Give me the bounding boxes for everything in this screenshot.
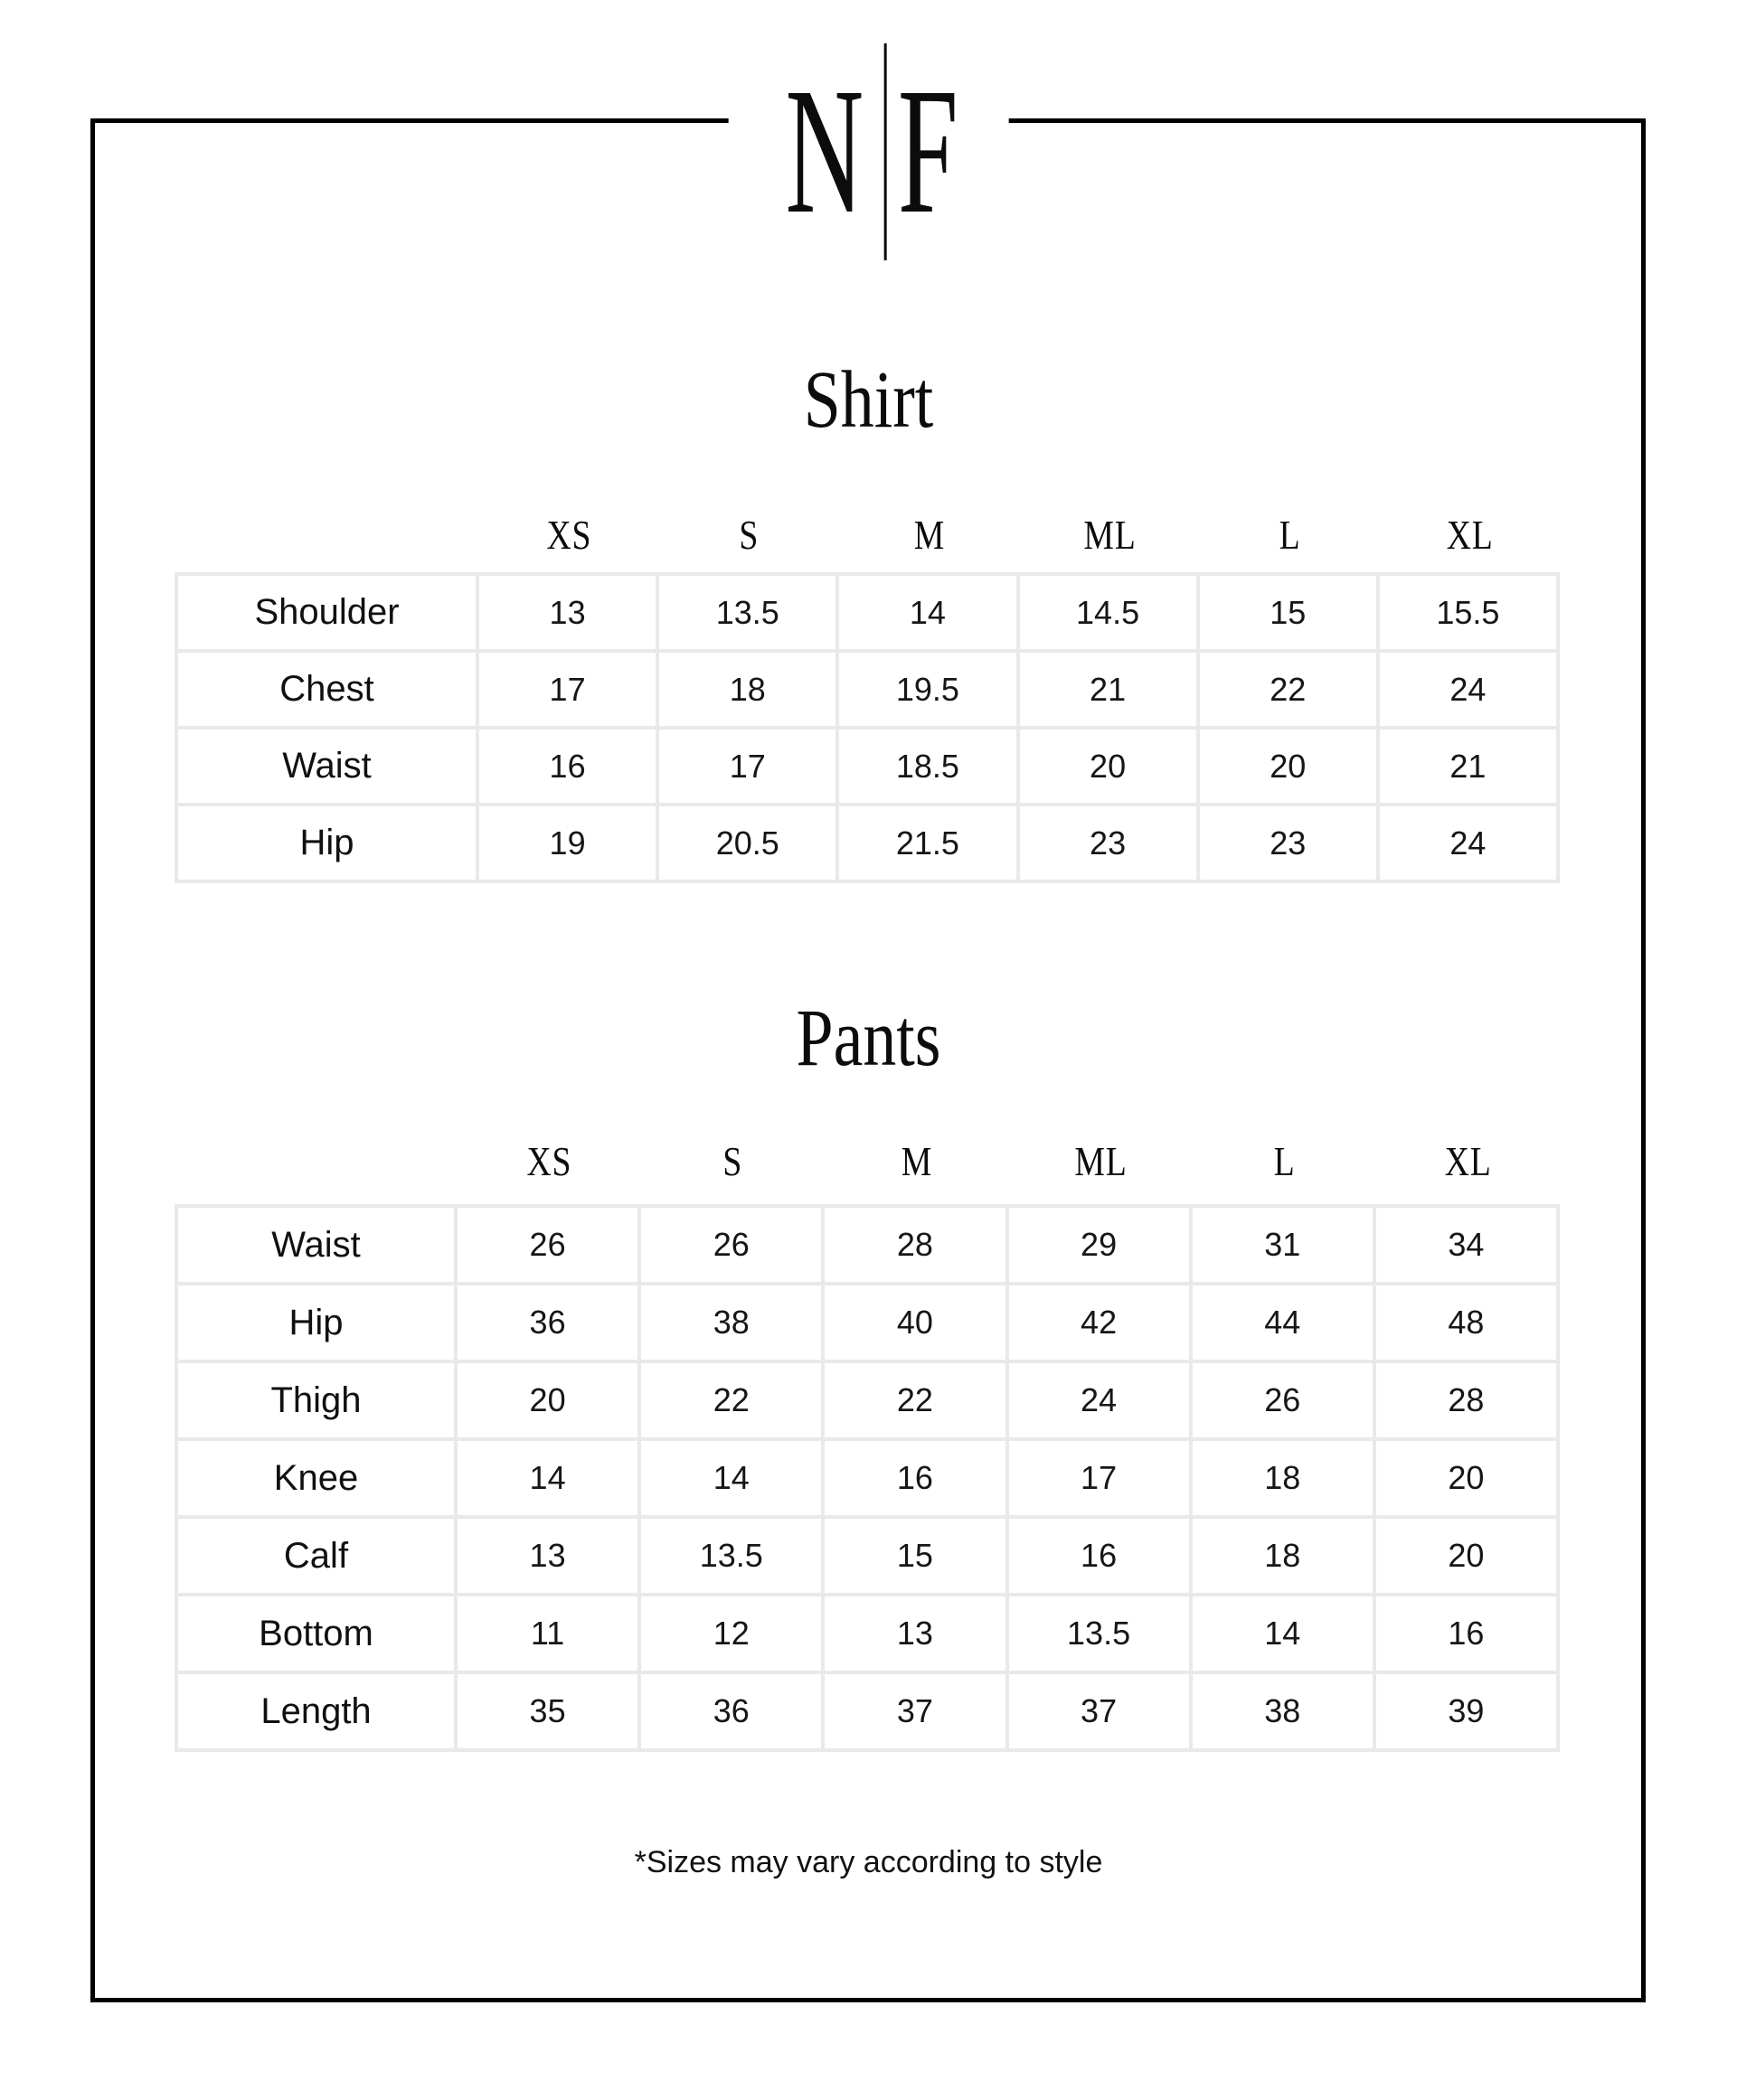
measurement-label-cell: Knee — [175, 1441, 458, 1519]
size-value-cell: 23 — [1200, 806, 1380, 883]
measurement-label-cell: Waist — [175, 1208, 458, 1285]
size-value-cell: 38 — [641, 1285, 825, 1363]
size-value-cell: 26 — [1193, 1363, 1376, 1441]
measurement-label-cell: Bottom — [175, 1596, 458, 1674]
size-value-cell: 20 — [1376, 1519, 1560, 1596]
table-row — [175, 1441, 1560, 1519]
size-value-cell: 20 — [1020, 730, 1200, 806]
size-value-cell: 13 — [825, 1596, 1008, 1674]
size-value-cell: 16 — [825, 1441, 1008, 1519]
size-value-cell: 14.5 — [1020, 576, 1200, 653]
size-column-header-label: XL — [1444, 1138, 1492, 1184]
size-column-header-label: ML — [1082, 512, 1137, 558]
size-value-cell: 18.5 — [839, 730, 1019, 806]
measurement-label-cell: Chest — [175, 653, 479, 730]
table-row — [175, 576, 1560, 653]
size-value-cell: 28 — [825, 1208, 1008, 1285]
size-value-cell: 20 — [458, 1363, 641, 1441]
pants-section-title — [0, 993, 1737, 1083]
size-value-cell: 18 — [1193, 1519, 1376, 1596]
pants-size-table — [175, 1204, 1560, 1752]
size-value-cell: 13.5 — [1009, 1596, 1193, 1674]
size-value-cell: 20 — [1200, 730, 1380, 806]
logo-letter-f: F — [897, 52, 958, 251]
size-value-cell: 15 — [1200, 576, 1380, 653]
size-value-cell: 24 — [1380, 653, 1560, 730]
measurement-label-cell: Length — [175, 1674, 458, 1752]
size-column-header-label: M — [913, 512, 946, 558]
size-value-cell: 16 — [1376, 1596, 1560, 1674]
table-row — [175, 1208, 1560, 1285]
size-value-cell: 34 — [1376, 1208, 1560, 1285]
size-column-header — [458, 1137, 641, 1186]
size-column-header-label: L — [1273, 1138, 1296, 1184]
size-column-header — [641, 1137, 825, 1186]
size-value-cell: 19.5 — [839, 653, 1019, 730]
size-value-cell: 24 — [1380, 806, 1560, 883]
size-value-cell: 23 — [1020, 806, 1200, 883]
size-column-header — [1009, 1137, 1193, 1186]
size-value-cell: 13.5 — [641, 1519, 825, 1596]
size-value-cell: 21 — [1380, 730, 1560, 806]
size-column-header-label: ML — [1073, 1138, 1128, 1184]
size-value-cell: 24 — [1009, 1363, 1193, 1441]
table-row — [175, 1596, 1560, 1674]
size-value-cell: 13 — [479, 576, 659, 653]
size-value-cell: 44 — [1193, 1285, 1376, 1363]
size-column-header — [825, 1137, 1008, 1186]
size-value-cell: 21 — [1020, 653, 1200, 730]
table-row — [175, 730, 1560, 806]
size-value-cell: 12 — [641, 1596, 825, 1674]
size-value-cell: 20 — [1376, 1441, 1560, 1519]
table-row — [175, 1519, 1560, 1596]
size-header-spacer — [175, 511, 479, 560]
size-column-header — [1200, 511, 1380, 560]
size-column-header — [1380, 511, 1560, 560]
size-column-header-label: L — [1279, 512, 1301, 558]
size-column-header-label: S — [722, 1138, 743, 1184]
size-column-header-label: M — [901, 1138, 933, 1184]
shirt-section-title — [0, 355, 1737, 445]
size-value-cell: 22 — [641, 1363, 825, 1441]
measurement-label-cell: Calf — [175, 1519, 458, 1596]
size-value-cell: 42 — [1009, 1285, 1193, 1363]
size-value-cell: 14 — [641, 1441, 825, 1519]
size-value-cell: 16 — [1009, 1519, 1193, 1596]
size-value-cell: 15 — [825, 1519, 1008, 1596]
size-value-cell: 19 — [479, 806, 659, 883]
size-column-header-label: XL — [1446, 512, 1494, 558]
size-value-cell: 18 — [1193, 1441, 1376, 1519]
table-row — [175, 806, 1560, 883]
size-value-cell: 35 — [458, 1674, 641, 1752]
table-row — [175, 1674, 1560, 1752]
size-value-cell: 37 — [1009, 1674, 1193, 1752]
size-value-cell: 39 — [1376, 1674, 1560, 1752]
pants-size-header-row — [175, 1137, 1560, 1186]
size-column-header-label: XS — [526, 1138, 572, 1184]
size-value-cell: 40 — [825, 1285, 1008, 1363]
size-value-cell: 38 — [1193, 1674, 1376, 1752]
size-value-cell: 36 — [458, 1285, 641, 1363]
pants-title-text: Pants — [796, 993, 941, 1083]
size-value-cell: 21.5 — [839, 806, 1019, 883]
table-row — [175, 653, 1560, 730]
size-value-cell: 28 — [1376, 1363, 1560, 1441]
shirt-title-text: Shirt — [803, 355, 934, 445]
measurement-label-cell: Hip — [175, 806, 479, 883]
size-value-cell: 14 — [839, 576, 1019, 653]
size-value-cell: 20.5 — [659, 806, 839, 883]
measurement-label-cell: Waist — [175, 730, 479, 806]
size-disclaimer: *Sizes may vary according to style — [634, 1845, 1103, 1879]
size-value-cell: 48 — [1376, 1285, 1560, 1363]
brand-logo — [728, 43, 1009, 260]
size-value-cell: 16 — [479, 730, 659, 806]
size-value-cell: 13.5 — [659, 576, 839, 653]
size-value-cell: 17 — [479, 653, 659, 730]
size-value-cell: 18 — [659, 653, 839, 730]
size-value-cell: 36 — [641, 1674, 825, 1752]
size-column-header — [839, 511, 1019, 560]
size-value-cell: 22 — [825, 1363, 1008, 1441]
logo-letter-n: N — [785, 52, 864, 251]
size-value-cell: 11 — [458, 1596, 641, 1674]
size-column-header-label: S — [739, 512, 760, 558]
table-row — [175, 1363, 1560, 1441]
measurement-label-cell: Thigh — [175, 1363, 458, 1441]
size-header-spacer — [175, 1137, 458, 1186]
shirt-size-table — [175, 572, 1560, 883]
size-column-header — [1376, 1137, 1560, 1186]
size-column-header — [659, 511, 839, 560]
size-value-cell: 17 — [659, 730, 839, 806]
size-value-cell: 14 — [1193, 1596, 1376, 1674]
size-value-cell: 29 — [1009, 1208, 1193, 1285]
size-value-cell: 26 — [458, 1208, 641, 1285]
logo-divider-line — [884, 43, 887, 260]
size-value-cell: 14 — [458, 1441, 641, 1519]
table-row — [175, 1285, 1560, 1363]
shirt-size-header-row — [175, 511, 1560, 560]
size-column-header — [1193, 1137, 1376, 1186]
size-value-cell: 17 — [1009, 1441, 1193, 1519]
size-value-cell: 26 — [641, 1208, 825, 1285]
size-value-cell: 15.5 — [1380, 576, 1560, 653]
size-column-header — [1020, 511, 1200, 560]
size-value-cell: 37 — [825, 1674, 1008, 1752]
size-value-cell: 31 — [1193, 1208, 1376, 1285]
size-column-header-label: XS — [546, 512, 592, 558]
size-column-header — [479, 511, 659, 560]
size-value-cell: 22 — [1200, 653, 1380, 730]
measurement-label-cell: Hip — [175, 1285, 458, 1363]
size-value-cell: 13 — [458, 1519, 641, 1596]
measurement-label-cell: Shoulder — [175, 576, 479, 653]
